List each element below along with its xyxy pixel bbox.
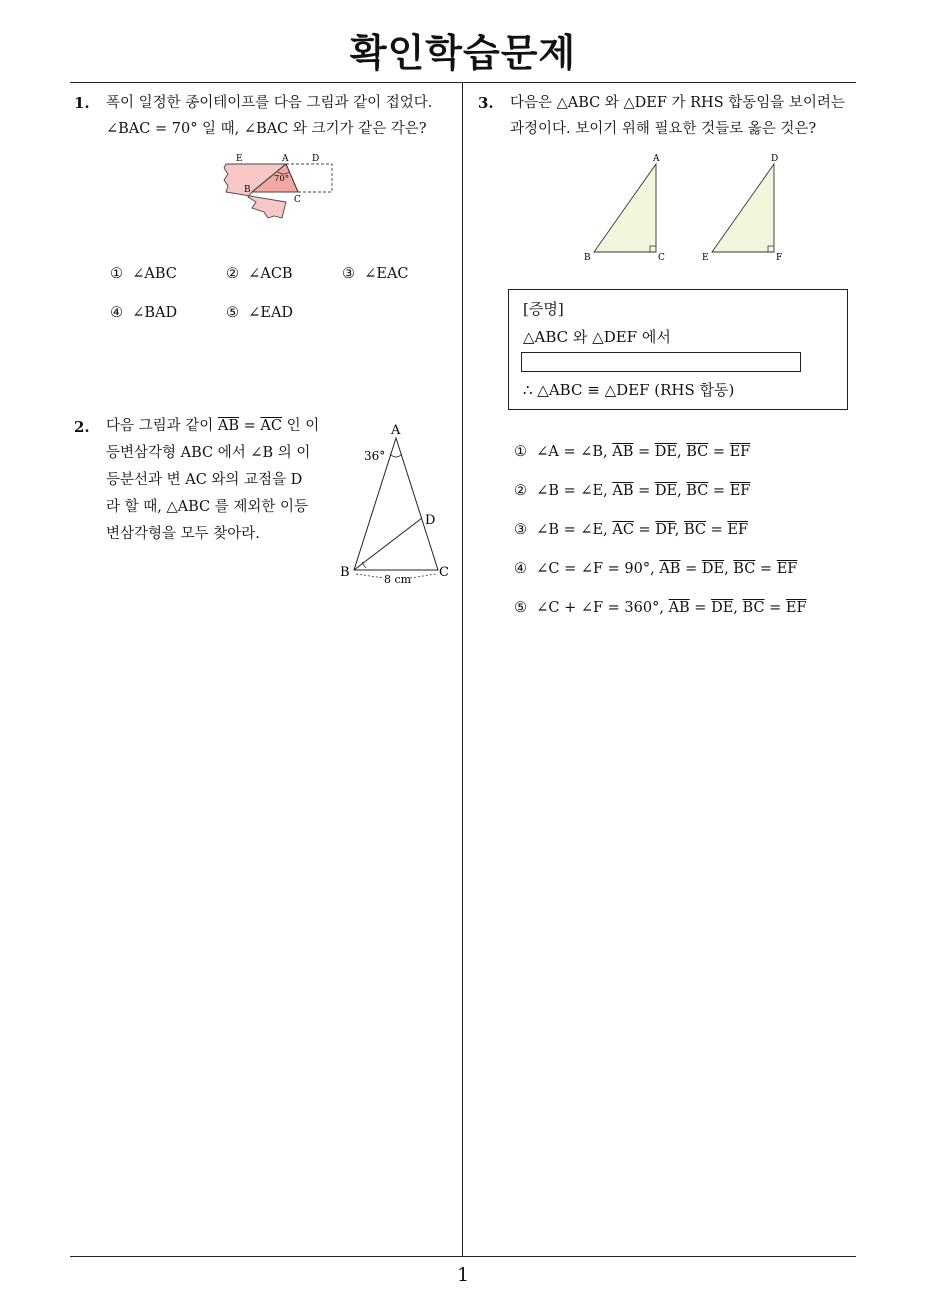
q1-choice-3[interactable] (342, 266, 409, 282)
q2-bisector-bd (354, 518, 422, 570)
q2-base-dash-right (410, 574, 436, 578)
q3-choice-1[interactable] (514, 444, 807, 483)
q1-choice-1[interactable] (110, 266, 177, 282)
choice-sep: , (674, 522, 684, 538)
choice-seg: $\overline{BC}$ (733, 561, 756, 577)
q2-label-c: C (439, 565, 449, 580)
choice-eq: = (705, 522, 728, 538)
choice-seg: $\overline{EF}$ (727, 522, 749, 538)
q2-label-d: D (425, 513, 436, 528)
choice-text: ∠EAD (248, 305, 294, 321)
choice-eq: = (764, 600, 786, 616)
choice-seg: $\overline{DE}$ (711, 600, 734, 616)
choice-angle: ∠A = ∠B, (536, 444, 613, 460)
choice-eq: = (633, 483, 655, 499)
q2-label-b: B (340, 565, 350, 580)
q3-label-b: B (584, 253, 591, 263)
choice-eq: = (708, 483, 730, 499)
q2-line1-mid: = (239, 418, 261, 434)
q3-text (510, 90, 845, 142)
q2-angle-arc-a (390, 454, 402, 457)
q3-label-a: A (653, 154, 660, 164)
bottom-rule (70, 1256, 856, 1257)
q3-proof-conclusion: ∴ △ABC ≡ △DEF (RHS 합동) (523, 381, 735, 399)
choice-seg: $\overline{BC}$ (742, 600, 765, 616)
q1-choice-2[interactable] (226, 266, 293, 282)
q2-line2: 등변삼각형 ABC 에서 ∠B 의 이 (106, 445, 311, 461)
q1-label-d: D (312, 154, 320, 164)
choice-angle: ∠C = ∠F = 90°, (536, 561, 660, 577)
q1-choice-4[interactable] (110, 305, 177, 321)
q3-label-e: E (702, 253, 709, 263)
q3-triangle-abc (594, 164, 656, 252)
q1-label-c: C (294, 195, 301, 205)
q1-choice-5[interactable] (226, 305, 293, 321)
choice-seg: $\overline{AB}$ (659, 561, 681, 577)
q2-line5: 변삼각형을 모두 찾아라. (106, 526, 260, 542)
page-title: 확인학습문제 (349, 31, 577, 75)
choice-angle: ∠C + ∠F = 360°, (536, 600, 669, 616)
q3-label-f: F (776, 253, 783, 263)
choice-text: ∠EAC (364, 266, 409, 282)
choice-eq: = (755, 561, 777, 577)
choice-seg: $\overline{AC}$ (612, 522, 634, 538)
q2-line4: 라 할 때, △ABC 를 제외한 이등 (106, 499, 308, 515)
choice-seg: $\overline{AB}$ (668, 600, 690, 616)
q2-line1-pre: 다음 그림과 같이 (106, 418, 218, 434)
q1-text (106, 90, 432, 142)
choice-mark: ⑤ (514, 600, 527, 616)
q3-line1: 다음은 △ABC 와 △DEF 가 RHS 합동임을 보이려는 (510, 95, 845, 111)
page-number: 1 (456, 1264, 470, 1286)
q2-label-a: A (391, 423, 401, 438)
choice-text: ∠ABC (132, 266, 177, 282)
choice-mark: ② (226, 266, 239, 282)
q3-proof-blank[interactable] (521, 352, 801, 372)
choice-seg: $\overline{BC}$ (686, 444, 709, 460)
q3-proof-box (508, 289, 848, 410)
q3-proof-line1: △ABC 와 △DEF 에서 (523, 328, 671, 346)
choice-eq: = (633, 522, 656, 538)
q3-choices (514, 444, 807, 639)
q2-base-dash-left (356, 574, 384, 578)
choice-eq: = (708, 444, 730, 460)
q2-segment-ab: $\overline{AB}$ (217, 418, 240, 434)
q1-label-b: B (244, 185, 251, 195)
choice-seg: $\overline{DE}$ (654, 483, 678, 499)
choice-seg: $\overline{BC}$ (683, 522, 706, 538)
choice-seg: $\overline{AB}$ (612, 483, 634, 499)
choice-mark: ③ (342, 266, 355, 282)
q3-triangle-def (712, 164, 774, 252)
choice-seg: $\overline{EF}$ (785, 600, 807, 616)
top-rule (70, 82, 856, 83)
q3-label-c: C (658, 253, 665, 263)
choice-seg: $\overline{DE}$ (701, 561, 725, 577)
q3-proof-header: [증명] (523, 300, 564, 318)
choice-seg: $\overline{BC}$ (686, 483, 709, 499)
q2-segment-ac: $\overline{AC}$ (260, 418, 282, 434)
q3-choice-4[interactable] (514, 561, 807, 600)
choice-text: ∠ACB (248, 266, 293, 282)
q2-base-length: 8 cm (384, 573, 412, 586)
q1-label-a: A (282, 154, 289, 164)
q3-choice-5[interactable] (514, 600, 807, 639)
choice-mark: ① (514, 444, 527, 460)
choice-seg: $\overline{EF}$ (776, 561, 798, 577)
q3-choice-2[interactable] (514, 483, 807, 522)
q2-angle-label: 36° (364, 449, 386, 463)
choice-sep: , (733, 600, 743, 616)
choice-angle: ∠B = ∠E, (536, 483, 613, 499)
choice-seg: $\overline{EF}$ (729, 444, 751, 460)
choice-seg: $\overline{DE}$ (654, 444, 677, 460)
choice-text: ∠BAD (132, 305, 178, 321)
choice-eq: = (680, 561, 702, 577)
q1-angle-label: 70° (274, 174, 290, 184)
choice-seg: $\overline{DF}$ (655, 522, 675, 538)
choice-mark: ④ (514, 561, 527, 577)
q2-number: 2. (74, 418, 90, 436)
q1-number: 1. (74, 94, 90, 112)
q2-text (106, 413, 328, 548)
q2-line3: 등분선과 변 AC 와의 교점을 D (106, 472, 303, 488)
q3-label-d: D (771, 154, 779, 164)
q1-figure-folded-tape (216, 150, 340, 222)
choice-sep: , (676, 444, 687, 460)
q3-number: 3. (478, 94, 494, 112)
q2-line1 (106, 413, 328, 440)
choice-eq: = (689, 600, 712, 616)
q3-figure-right-triangles (578, 150, 788, 265)
choice-seg: $\overline{EF}$ (729, 483, 751, 499)
q1-line1: 폭이 일정한 종이테이프를 다음 그림과 같이 접었다. (106, 95, 433, 111)
choice-sep: , (724, 561, 734, 577)
choice-mark: ① (110, 266, 123, 282)
q1-line2: ∠BAC = 70° 일 때, ∠BAC 와 크기가 같은 각은? (106, 121, 427, 137)
choice-mark: ④ (110, 305, 123, 321)
q3-choice-3[interactable] (514, 522, 807, 561)
choice-eq: = (633, 444, 655, 460)
q2-figure-isosceles-triangle (336, 420, 456, 590)
choice-mark: ③ (514, 522, 527, 538)
q3-line2: 과정이다. 보이기 위해 필요한 것들로 옳은 것은? (510, 121, 817, 137)
choice-mark: ② (514, 483, 527, 499)
q2-line1-post: 인 이 (281, 418, 320, 434)
choice-mark: ⑤ (226, 305, 239, 321)
choice-angle: ∠B = ∠E, (536, 522, 613, 538)
column-divider (462, 82, 463, 1257)
choice-sep: , (677, 483, 687, 499)
choice-seg: $\overline{AB}$ (612, 444, 634, 460)
q1-label-e: E (236, 154, 243, 164)
